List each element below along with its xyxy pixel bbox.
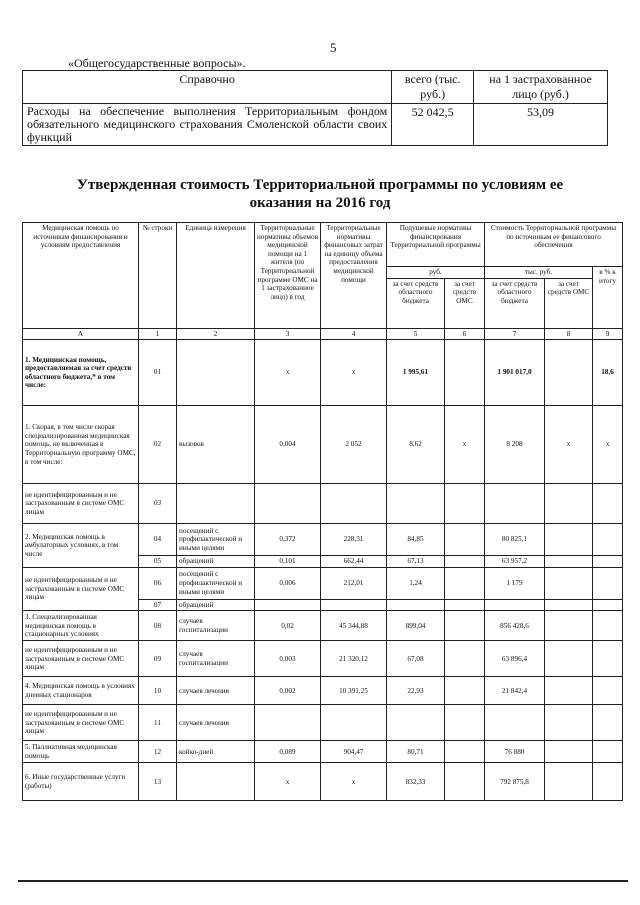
row-percent: х [593, 406, 623, 484]
row-volume-norm: 0,002 [255, 677, 321, 705]
row-percent [593, 524, 623, 556]
row-number: 07 [139, 599, 177, 611]
row-cost-budget: 1 901 017,0 [485, 340, 545, 406]
row-unit [177, 763, 255, 801]
header-col5: Территориальные нормативы финансовых затрат на единицу объема предоставления медицинской помощи [321, 223, 387, 329]
row-percapita-oms [445, 340, 485, 406]
colnum-8: 8 [545, 328, 593, 340]
row-label: не идентифицированным и не застрахованным в системе ОМС лицам [23, 705, 139, 741]
table-row [23, 406, 623, 484]
page-bottom-rule [18, 880, 628, 882]
table-row [23, 677, 623, 705]
row-volume-norm: 0,372 [255, 524, 321, 556]
main-table [22, 222, 623, 801]
row-percapita-budget: 1 995,61 [387, 340, 445, 406]
row-percapita-oms [445, 641, 485, 677]
row-volume-norm [255, 484, 321, 524]
colnum-2: 2 [177, 328, 255, 340]
row-percapita-budget: 899,04 [387, 611, 445, 641]
row-label: 3. Специализированная медицинская помощь в стационарных условиях [23, 611, 139, 641]
ref-header-per-person: на 1 застрахованное лицо (руб.) [474, 71, 608, 104]
header-col4: Территориальные нормативы объемов медицинской помощи на 1 жителя (по Территориальной программе ОМС на 1 застрахованное лицо) в год [255, 223, 321, 329]
row-label: 5. Паллиативная медицинская помощь [23, 741, 139, 763]
row-cost-budget: 8 208 [485, 406, 545, 484]
row-cost-oms [545, 556, 593, 568]
row-volume-norm: 0,004 [255, 406, 321, 484]
row-cost-budget: 792 875,8 [485, 763, 545, 801]
table-row [23, 705, 623, 741]
row-percent [593, 484, 623, 524]
ref-row-total: 52 042,5 [392, 104, 474, 146]
row-cost-oms [545, 567, 593, 599]
row-unit: койко-дней [177, 741, 255, 763]
row-percapita-oms [445, 599, 485, 611]
row-cost-oms [545, 484, 593, 524]
row-percapita-budget [387, 705, 445, 741]
row-cost-oms [545, 705, 593, 741]
row-cost-oms [545, 763, 593, 801]
colnum-7: 7 [485, 328, 545, 340]
row-unit: обращений [177, 556, 255, 568]
row-percent: 18,6 [593, 340, 623, 406]
row-cost-budget: 856 428,6 [485, 611, 545, 641]
row-volume-norm [255, 705, 321, 741]
row-volume-norm [255, 599, 321, 611]
ref-header-total: всего (тыс. руб.) [392, 71, 474, 104]
row-cost-oms [545, 741, 593, 763]
row-number: 04 [139, 524, 177, 556]
row-label: 4. Медицинская помощь в условиях дневных стационаров [23, 677, 139, 705]
row-unit [177, 484, 255, 524]
row-cost-budget [485, 484, 545, 524]
row-percent [593, 677, 623, 705]
row-percapita-oms [445, 567, 485, 599]
table-row [23, 567, 623, 599]
row-percapita-budget: 8,62 [387, 406, 445, 484]
row-cost-norm: 21 320,12 [321, 641, 387, 677]
header-g2-oms: за счет средств ОМС [545, 278, 593, 328]
row-percent [593, 611, 623, 641]
table-row [23, 641, 623, 677]
colnum-5: 5 [387, 328, 445, 340]
row-number: 10 [139, 677, 177, 705]
row-cost-oms [545, 641, 593, 677]
row-unit: обращений [177, 599, 255, 611]
row-percapita-oms [445, 677, 485, 705]
ref-header-label: Справочно [23, 71, 392, 104]
row-cost-norm: 10 391,25 [321, 677, 387, 705]
row-cost-oms [545, 599, 593, 611]
row-label: 1. Скорая, в том числе скорая специализированная медицинская помощь, не включенная в Территориальную программу ОМС, в том числе: [23, 406, 139, 484]
row-percent [593, 641, 623, 677]
row-cost-budget: 80 825,1 [485, 524, 545, 556]
row-percapita-oms [445, 556, 485, 568]
row-cost-norm: 228,31 [321, 524, 387, 556]
row-percent [593, 741, 623, 763]
ref-row-label: Расходы на обеспечение выполнения Территориальным фондом обязательного медицинского страхования Смоленской области своих функций [23, 104, 392, 146]
header-group2: Стоимость Территориальной программы по источникам ее финансового обеспечения [485, 223, 623, 267]
row-number: 12 [139, 741, 177, 763]
header-group2-unit: тыс. руб. [485, 267, 593, 279]
row-label: не идентифицированным и не застрахованным в системе ОМС лицам [23, 484, 139, 524]
row-volume-norm: 0,006 [255, 567, 321, 599]
row-percent [593, 599, 623, 611]
header-group1: Подушевые нормативы финансирования Территориальной программы [387, 223, 485, 267]
row-cost-budget: 21 842,4 [485, 677, 545, 705]
row-number: 11 [139, 705, 177, 741]
row-number: 01 [139, 340, 177, 406]
row-cost-oms: х [545, 406, 593, 484]
row-percapita-oms [445, 705, 485, 741]
row-number: 08 [139, 611, 177, 641]
row-percent [593, 567, 623, 599]
row-percapita-budget: 80,71 [387, 741, 445, 763]
row-unit: посещений с профилактической и иными целями [177, 524, 255, 556]
row-unit: случаев госпитализации [177, 641, 255, 677]
row-percapita-budget: 67,08 [387, 641, 445, 677]
reference-header-row [23, 71, 608, 104]
table-row [23, 611, 623, 641]
table-row [23, 524, 623, 556]
header-g1-budget: за счет средств областного бюджета [387, 278, 445, 328]
header-col3: Единица измерения [177, 223, 255, 329]
row-percent [593, 556, 623, 568]
row-cost-budget: 63 896,4 [485, 641, 545, 677]
colnum-a: А [23, 328, 139, 340]
row-percapita-budget [387, 599, 445, 611]
header-g2-percent: в % к итогу [593, 267, 623, 329]
table-row [23, 484, 623, 524]
row-percapita-budget: 84,85 [387, 524, 445, 556]
row-cost-norm: 212,01 [321, 567, 387, 599]
row-unit: случаев госпитализации [177, 611, 255, 641]
row-cost-budget: 63 957,2 [485, 556, 545, 568]
row-percapita-oms [445, 741, 485, 763]
row-label: не идентифицированным и не застрахованным в системе ОМС лицам [23, 641, 139, 677]
row-cost-norm: 662,44 [321, 556, 387, 568]
row-percapita-oms: х [445, 406, 485, 484]
row-volume-norm: 0,003 [255, 641, 321, 677]
row-number: 09 [139, 641, 177, 677]
row-number: 06 [139, 567, 177, 599]
row-number: 05 [139, 556, 177, 568]
row-percapita-oms [445, 763, 485, 801]
header-col2: № строки [139, 223, 177, 329]
column-number-row [23, 328, 623, 340]
row-percapita-oms [445, 611, 485, 641]
colnum-4: 4 [321, 328, 387, 340]
row-percapita-budget: 1,24 [387, 567, 445, 599]
ref-row-per-person: 53,09 [474, 104, 608, 146]
row-number: 03 [139, 484, 177, 524]
row-cost-norm [321, 484, 387, 524]
row-percapita-budget [387, 484, 445, 524]
row-percapita-budget: 832,33 [387, 763, 445, 801]
row-cost-norm [321, 705, 387, 741]
row-cost-oms [545, 524, 593, 556]
row-label: не идентифицированным и не застрахованным в системе ОМС лицам [23, 567, 139, 611]
row-cost-norm: 904,47 [321, 741, 387, 763]
row-volume-norm: х [255, 340, 321, 406]
row-percapita-oms [445, 484, 485, 524]
row-percapita-budget: 67,13 [387, 556, 445, 568]
row-unit: случаев лечения [177, 705, 255, 741]
row-percapita-oms [445, 524, 485, 556]
row-label: 1. Медицинская помощь, предоставляемая за счет средств областного бюджета,* в том числе: [23, 340, 139, 406]
row-cost-norm [321, 599, 387, 611]
row-cost-oms [545, 677, 593, 705]
row-cost-oms [545, 611, 593, 641]
colnum-6: 6 [445, 328, 485, 340]
row-label: 2. Медицинская помощь в амбулаторных условиях, в том числе [23, 524, 139, 568]
row-volume-norm: 0,02 [255, 611, 321, 641]
header-g1-oms: за счет средств ОМС [445, 278, 485, 328]
row-unit: вызовов [177, 406, 255, 484]
row-number: 02 [139, 406, 177, 484]
reference-table [22, 70, 608, 146]
row-unit: посещений с профилактической и иными целями [177, 567, 255, 599]
row-volume-norm: 0,089 [255, 741, 321, 763]
header-group1-unit: руб. [387, 267, 485, 279]
table-row [23, 340, 623, 406]
row-percent [593, 705, 623, 741]
header-row-1 [23, 223, 623, 267]
row-cost-norm: х [321, 763, 387, 801]
header-col1: Медицинская помощь по источникам финансирования и условиям предоставления [23, 223, 139, 329]
colnum-9: 9 [593, 328, 623, 340]
row-unit: случаев лечения [177, 677, 255, 705]
row-percent [593, 763, 623, 801]
table-row [23, 763, 623, 801]
header-g2-budget: за счет средств областного бюджета [485, 278, 545, 328]
row-cost-budget [485, 599, 545, 611]
row-volume-norm: 0,101 [255, 556, 321, 568]
row-cost-norm: 2 052 [321, 406, 387, 484]
table-row [23, 741, 623, 763]
row-cost-oms [545, 340, 593, 406]
row-cost-budget: 76 880 [485, 741, 545, 763]
top-note: «Общегосударственные вопросы». [68, 56, 246, 70]
row-cost-budget: 1 179 [485, 567, 545, 599]
row-number: 13 [139, 763, 177, 801]
row-cost-norm: 45 344,88 [321, 611, 387, 641]
row-label: 6. Иные государственные услуги (работы) [23, 763, 139, 801]
row-cost-norm: х [321, 340, 387, 406]
row-cost-budget [485, 705, 545, 741]
colnum-3: 3 [255, 328, 321, 340]
row-unit [177, 340, 255, 406]
colnum-1: 1 [139, 328, 177, 340]
reference-data-row [23, 104, 608, 146]
row-volume-norm: х [255, 763, 321, 801]
row-percapita-budget: 22,93 [387, 677, 445, 705]
page-number: 5 [330, 40, 337, 55]
page-title: Утвержденная стоимость Территориальной программы по условиям ее оказания на 2016 год [76, 177, 564, 211]
